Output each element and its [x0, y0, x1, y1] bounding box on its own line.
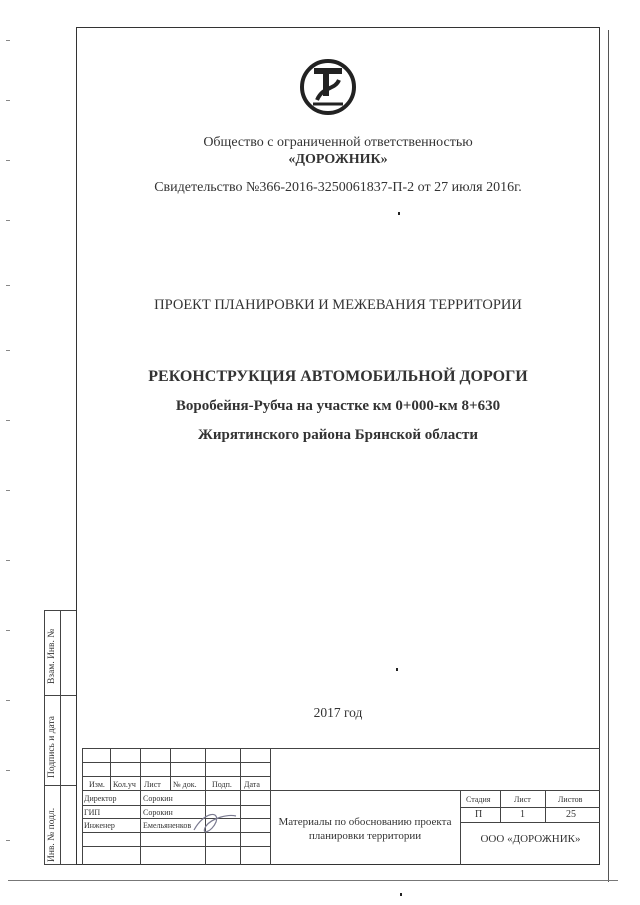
margin-tick — [6, 160, 10, 161]
stamp-col-line — [460, 790, 461, 865]
margin-tick — [6, 490, 10, 491]
margin-tick — [6, 420, 10, 421]
sheets-value: 25 — [566, 809, 576, 820]
name-director: Сорокин — [143, 794, 173, 803]
stamp-top-line — [82, 748, 600, 749]
org-type: Общество с ограниченной ответственностью — [203, 135, 473, 150]
margin-tick — [6, 630, 10, 631]
stamp-col-line — [545, 790, 546, 822]
margin-tick — [6, 700, 10, 701]
stamp-company: ООО «ДОРОЖНИК» — [480, 833, 581, 845]
sheets-header: Листов — [558, 795, 583, 804]
stamp-description: Материалы по обоснованию проекта планировки территории — [278, 816, 452, 842]
name-gip: Сорокин — [143, 808, 173, 817]
stamp-line — [82, 846, 270, 847]
signature — [190, 808, 240, 838]
margin-tick — [6, 220, 10, 221]
org-name: «ДОРОЖНИК» — [288, 152, 388, 167]
role-director: Директор — [84, 794, 117, 803]
name-engineer: Емельяненков — [143, 821, 192, 830]
stamp-col-line — [270, 748, 271, 865]
margin-tick — [6, 840, 10, 841]
stamp-col-line — [205, 748, 206, 865]
role-engineer: Инженер — [84, 821, 115, 830]
bottom-scan-line — [8, 880, 618, 881]
margin-tick — [6, 770, 10, 771]
side-divider — [44, 785, 76, 786]
scan-speck — [400, 893, 402, 896]
margin-tick — [6, 40, 10, 41]
role-gip: ГИП — [84, 808, 101, 817]
stamp-col-line — [500, 790, 501, 822]
col-kol-uch: Кол.уч — [113, 780, 136, 789]
side-label-vzam: Взам. Инв. № — [47, 628, 57, 684]
dorozhnik-logo — [299, 56, 357, 118]
stamp-line — [82, 832, 270, 833]
col-data: Дата — [244, 780, 260, 789]
margin-tick — [6, 560, 10, 561]
col-list: Лист — [144, 780, 161, 789]
scan-speck — [396, 668, 398, 671]
stamp-col-line — [140, 748, 141, 865]
col-doc: № док. — [173, 780, 197, 789]
side-label-inv: Инв. № подл. — [47, 807, 57, 862]
sheet-value: 1 — [520, 809, 525, 820]
side-divider — [60, 610, 61, 865]
stamp-line — [82, 805, 270, 806]
margin-tick — [6, 285, 10, 286]
certificate: Свидетельство №366-2016-3250061837-П-2 от 27 июля 2016г. — [154, 180, 522, 195]
title-line-1: РЕКОНСТРУКЦИЯ АВТОМОБИЛЬНОЙ ДОРОГИ — [148, 368, 528, 385]
margin-tick — [6, 100, 10, 101]
stamp-line — [460, 822, 600, 823]
stamp-col-line — [170, 748, 171, 790]
stage-header: Стадия — [466, 795, 491, 804]
margin-tick — [6, 350, 10, 351]
stamp-col-line — [82, 748, 83, 865]
sheet-header: Лист — [514, 795, 531, 804]
stamp-line — [82, 818, 270, 819]
project-type: ПРОЕКТ ПЛАНИРОВКИ И МЕЖЕВАНИЯ ТЕРРИТОРИИ — [154, 297, 522, 313]
scan-speck — [398, 212, 400, 215]
side-divider — [44, 695, 76, 696]
stamp-line — [82, 790, 600, 791]
title-line-2: Воробейня-Рубча на участке км 0+000-км 8+630 — [175, 398, 501, 414]
right-border-line — [608, 30, 609, 882]
year: 2017 год — [313, 705, 363, 720]
title-line-3: Жирятинского района Брянской области — [198, 427, 478, 443]
col-podp: Подп. — [212, 780, 232, 789]
stamp-col-line — [240, 748, 241, 865]
stage-value: П — [475, 809, 483, 820]
stamp-col-line — [110, 748, 111, 790]
stamp-line — [460, 807, 600, 808]
side-label-podpis: Подпись и дата — [47, 715, 57, 778]
col-izm: Изм. — [89, 780, 105, 789]
